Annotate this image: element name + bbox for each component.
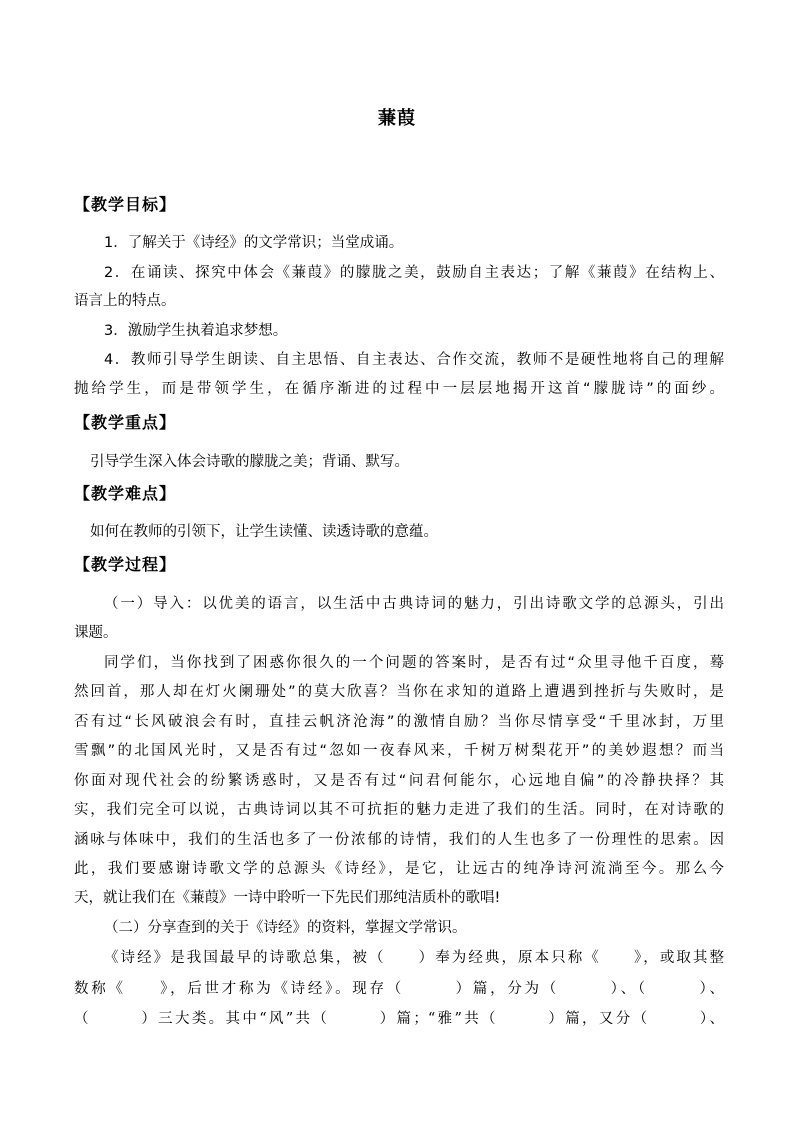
- process-share-heading: （二）分享查到的关于《诗经》的资料，掌握文学常识。: [104, 920, 467, 936]
- process-intro-line-2: 课题。: [74, 625, 118, 641]
- shijing-fill-line-3: （ ）三大类。其中“风”共（ ）篇；“雅”共（ ）篇，又分（ ）、: [74, 1011, 724, 1027]
- keypoints-text: 引导学生深入体会诗歌的朦胧之美；背诵、默写。: [90, 454, 409, 470]
- process-paragraph-line-5: 你面对现代社会的纷繁诱惑时，又是否有过“问君何能尔，心远地自偏”的冷静抉择？其: [74, 773, 724, 789]
- process-paragraph-line-4: 雪飘”的北国风光时，又是否有过“忽如一夜春风来，千树万树梨花开”的美妙遐想？而当: [74, 743, 724, 759]
- process-paragraph-line-6: 实，我们完全可以说，古典诗词以其不可抗拒的魅力走进了我们的生活。同时，在对诗歌的: [74, 802, 724, 818]
- objectives-heading: 【教学目标】: [74, 195, 177, 214]
- objective-2-line-1: 2．在诵读、探究中体会《蒹葭》的朦胧之美，鼓励自主表达；了解《蒹葭》在结构上、: [104, 265, 724, 281]
- process-paragraph-line-1: 同学们，当你找到了困惑你很久的一个问题的答案时，是否有过“众里寻他千百度，蓦: [104, 655, 724, 671]
- difficulties-heading: 【教学难点】: [74, 484, 177, 503]
- shijing-fill-line-2: 数称《 》，后世才称为《诗经》。现存（ ）篇，分为（ ）、（ ）、: [74, 981, 724, 997]
- objective-4-line-1: 4．教师引导学生朗读、自主思悟、自主表达、合作交流，教师不是硬性地将自己的理解: [104, 352, 724, 368]
- shijing-fill-line-1: 《诗经》是我国最早的诗歌总集，被（ ）奉为经典，原本只称《 》，或取其整: [104, 950, 724, 966]
- process-paragraph-line-7: 涵咏与体味中，我们的生活也多了一份浓郁的诗情，我们的人生也多了一份理性的思索。因: [74, 832, 724, 848]
- process-intro-line-1: （一）导入：以优美的语言，以生活中古典诗词的魅力，引出诗歌文学的总源头，引出: [104, 596, 724, 612]
- objective-3: 3．激励学生执着追求梦想。: [104, 323, 288, 339]
- process-paragraph-line-2: 然回首，那人却在灯火阑珊处”的莫大欣喜？当你在求知的道路上遭遇到挫折与失败时，是: [74, 684, 724, 700]
- process-paragraph-line-9: 天，就让我们在《蒹葭》一诗中聆听一下先民们那纯洁质朴的歌唱!: [74, 890, 501, 906]
- objective-4-line-2: 抛给学生，而是带领学生，在循序渐进的过程中一层层地揭开这首“朦胧诗”的面纱。: [74, 381, 724, 397]
- difficulties-text: 如何在教师的引领下，让学生读懂、读透诗歌的意蕴。: [90, 524, 438, 540]
- page-title: 蒹葭: [378, 108, 416, 129]
- objective-2-line-2: 语言上的特点。: [74, 293, 176, 309]
- keypoints-heading: 【教学重点】: [74, 413, 177, 432]
- process-paragraph-line-8: 此，我们要感谢诗歌文学的总源头《诗经》，是它，让远古的纯净诗河流淌至今。那么今: [74, 861, 724, 877]
- process-heading: 【教学过程】: [74, 555, 177, 574]
- process-paragraph-line-3: 否有过“长风破浪会有时，直挂云帆济沧海”的激情自励？当你尽情享受“千里冰封，万里: [74, 714, 724, 730]
- objective-1: 1．了解关于《诗经》的文学常识；当堂成诵。: [104, 235, 404, 251]
